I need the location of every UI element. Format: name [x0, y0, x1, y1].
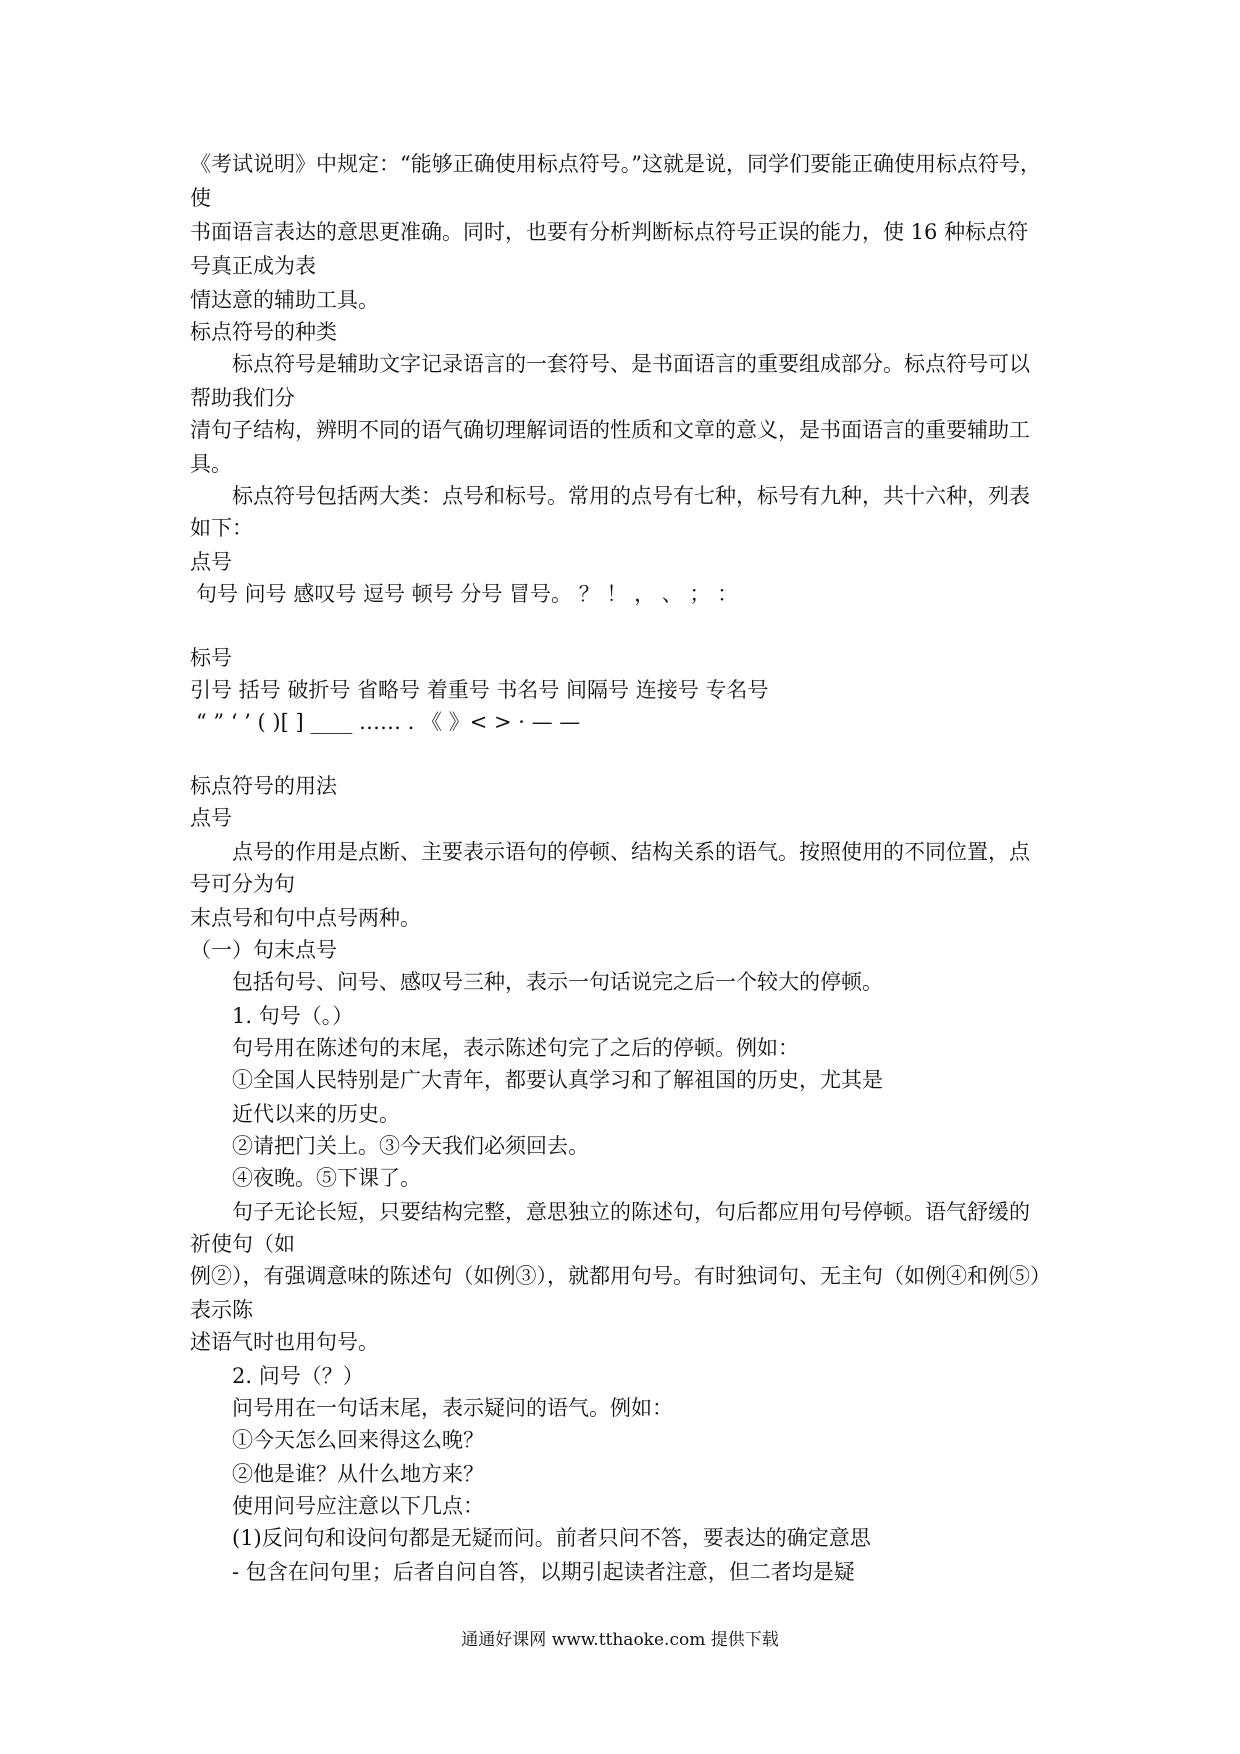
text-line: 祈使句（如: [190, 1232, 295, 1256]
text-line: 句号用在陈述句的末尾，表示陈述句完了之后的停顿。例如：: [232, 1036, 799, 1060]
subheading: 点号: [190, 550, 232, 574]
subheading: 标号: [190, 646, 232, 670]
text-line: 情达意的辅助工具。: [190, 288, 379, 312]
text-line: 标点符号包括两大类：点号和标号。常用的点号有七种，标号有九种，共十六种，列表: [232, 484, 1030, 508]
subheading: 点号: [190, 806, 232, 830]
section-heading: 标点符号的用法: [190, 774, 337, 798]
text-line: - 包含在问句里；后者自问自答，以期引起读者注意，但二者均是疑: [232, 1560, 855, 1584]
text-line: 点号的作用是点断、主要表示语句的停顿、结构关系的语气。按照使用的不同位置，点: [232, 840, 1030, 864]
subheading: 1. 句号（。）: [232, 1004, 354, 1028]
text-line: 《考试说明》中规定：“能够正确使用标点符号。”这就是说，同学们要能正确使用标点符号，: [190, 152, 1041, 176]
text-line: 句子无论长短，只要结构完整，意思独立的陈述句，句后都应用句号停顿。语气舒缓的: [232, 1200, 1030, 1224]
text-line: 具。: [190, 452, 232, 476]
text-line: 包括句号、问号、感叹号三种，表示一句话说完之后一个较大的停顿。: [232, 970, 883, 994]
punctuation-list: 引号 括号 破折号 省略号 着重号 书名号 间隔号 连接号 专名号: [190, 678, 769, 702]
text-line: 述语气时也用句号。: [190, 1330, 379, 1354]
text-line: 书面语言表达的意思更准确。同时，也要有分析判断标点符号正误的能力，使 16 种标点符: [190, 220, 1029, 244]
text-line: 帮助我们分: [190, 386, 295, 410]
text-line: 末点号和句中点号两种。: [190, 906, 421, 930]
example-line: ④夜晚。⑤下课了。: [232, 1166, 421, 1190]
subheading: （一）句末点号: [190, 938, 337, 962]
text-line: 号真正成为表: [190, 254, 316, 278]
text-line: 使用问号应注意以下几点：: [232, 1494, 484, 1518]
example-line: 近代以来的历史。: [232, 1102, 400, 1126]
text-line: 标点符号是辅助文字记录语言的一套符号、是书面语言的重要组成部分。标点符号可以: [232, 352, 1030, 376]
text-line: (1)反问句和设问句都是无疑而问。前者只问不答，要表达的确定意思: [232, 1526, 871, 1550]
example-line: ①全国人民特别是广大青年，都要认真学习和了解祖国的历史，尤其是: [232, 1068, 883, 1092]
text-line: 例②），有强调意味的陈述句（如例③），就都用句号。有时独词句、无主句（如例④和例⑤）: [190, 1264, 1051, 1288]
punctuation-list: 句号 问号 感叹号 逗号 顿号 分号 冒号。 ？ ！ ， 、 ； ：: [196, 582, 739, 606]
example-line: ②他是谁？从什么地方来？: [232, 1462, 484, 1486]
text-line: 清句子结构，辨明不同的语气确切理解词语的性质和文章的意义，是书面语言的重要辅助工: [190, 418, 1030, 442]
page-footer: 通通好课网 www.tthaoke.com 提供下载: [461, 1630, 779, 1650]
text-line: 使: [190, 186, 211, 210]
text-line: 问号用在一句话末尾，表示疑问的语气。例如：: [232, 1396, 673, 1420]
section-heading: 标点符号的种类: [190, 320, 337, 344]
subheading: 2. 问号（？）: [232, 1364, 364, 1388]
punctuation-symbols: “ ” ‘ ’ ( )[ ] ____ …… . 《 》< > · — —: [196, 710, 581, 734]
example-line: ②请把门关上。③今天我们必须回去。: [232, 1134, 589, 1158]
example-line: ①今天怎么回来得这么晚？: [232, 1428, 484, 1452]
text-line: 表示陈: [190, 1298, 253, 1322]
text-line: 如下：: [190, 516, 253, 540]
text-line: 号可分为句: [190, 872, 295, 896]
